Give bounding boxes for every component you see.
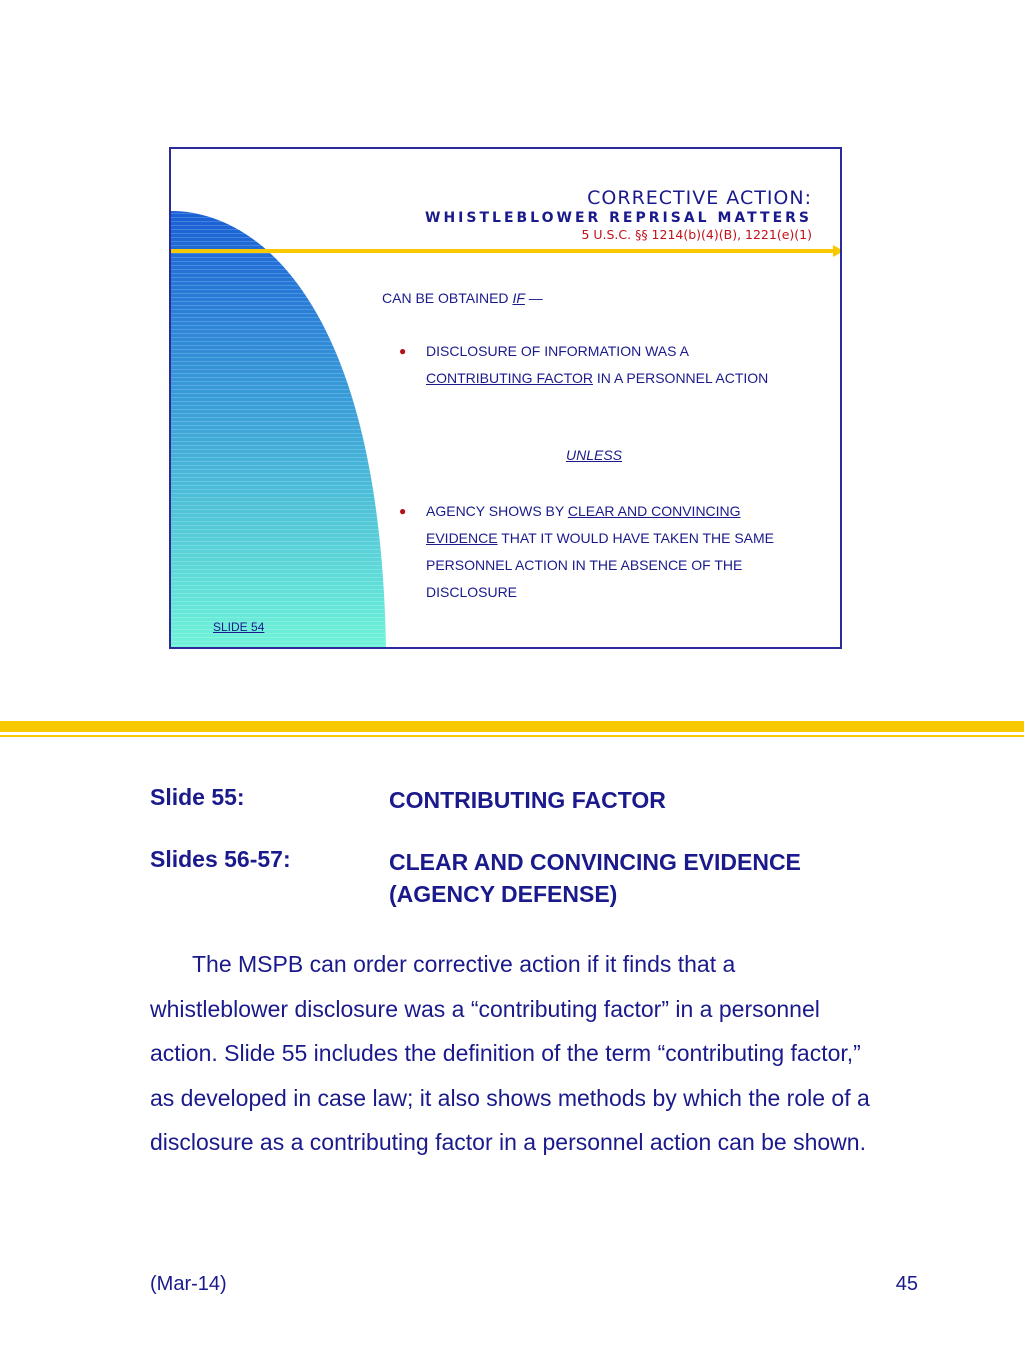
- ref-value: [389, 846, 801, 910]
- ref-label: Slides 56-57:: [150, 846, 291, 872]
- bullet2-text-a: AGENCY SHOWS BY: [426, 503, 568, 519]
- ref-value-line2: (AGENCY DEFENSE): [389, 881, 618, 907]
- ref-value: CONTRIBUTING FACTOR: [389, 787, 666, 813]
- bullet2-text-b: THAT IT WOULD HAVE TAKEN THE SAME PERSONNEL ACTION IN THE ABSENCE OF THE DISCLOSURE: [426, 530, 775, 600]
- bullet-clear-convincing: [399, 498, 796, 606]
- body-paragraph: [150, 942, 870, 1165]
- slide-citation: 5 U.S.C. §§ 1214(b)(4)(B), 1221(e)(1): [581, 227, 812, 242]
- bullet-contributing-factor: [399, 338, 796, 392]
- body-text: The MSPB can order corrective action if it finds that a whistleblower disclosure was a “contributing factor” in a personnel action. Slide 55 includes the definition of the term “contributing factor,” as developed in case law; it also shows methods by which the role of a disclosure as a contributing factor in a personnel action can be shown.: [150, 951, 870, 1155]
- bullet1-underlined: CONTRIBUTING FACTOR: [426, 370, 593, 386]
- unless-label: UNLESS: [566, 447, 623, 463]
- slide-title: CORRECTIVE ACTION:: [587, 187, 812, 209]
- bullet-dot-icon: ●: [399, 344, 407, 358]
- page-number: 45: [895, 1273, 918, 1295]
- bullet1-text-b: IN A PERSONNEL ACTION: [592, 370, 769, 386]
- bullet1-text-a: DISCLOSURE OF INFORMATION WAS A: [426, 343, 689, 359]
- obtained-text: CAN BE OBTAINED: [382, 290, 513, 306]
- obtained-dash: —: [524, 290, 543, 306]
- footer-date: (Mar-14): [150, 1273, 227, 1295]
- ref-label: Slide 55:: [150, 784, 245, 810]
- yellow-divider: [0, 721, 1024, 732]
- slide-thumbnail: [169, 147, 842, 649]
- yellow-divider-thin: [0, 735, 1024, 737]
- slide-title-block: [425, 187, 812, 242]
- arrow-head: [833, 245, 842, 257]
- bullet2-underlined: CLEAR AND CONVINCING EVIDENCE: [426, 503, 741, 546]
- ref-value-line1: CLEAR AND CONVINCING EVIDENCE: [389, 849, 801, 875]
- obtained-line: [382, 290, 543, 306]
- obtained-if: IF: [512, 290, 525, 306]
- slide-number: SLIDE 54: [213, 620, 265, 634]
- slide-subtitle: WHISTLEBLOWER REPRISAL MATTERS: [425, 210, 812, 226]
- bullet-dot-icon: ●: [399, 504, 407, 518]
